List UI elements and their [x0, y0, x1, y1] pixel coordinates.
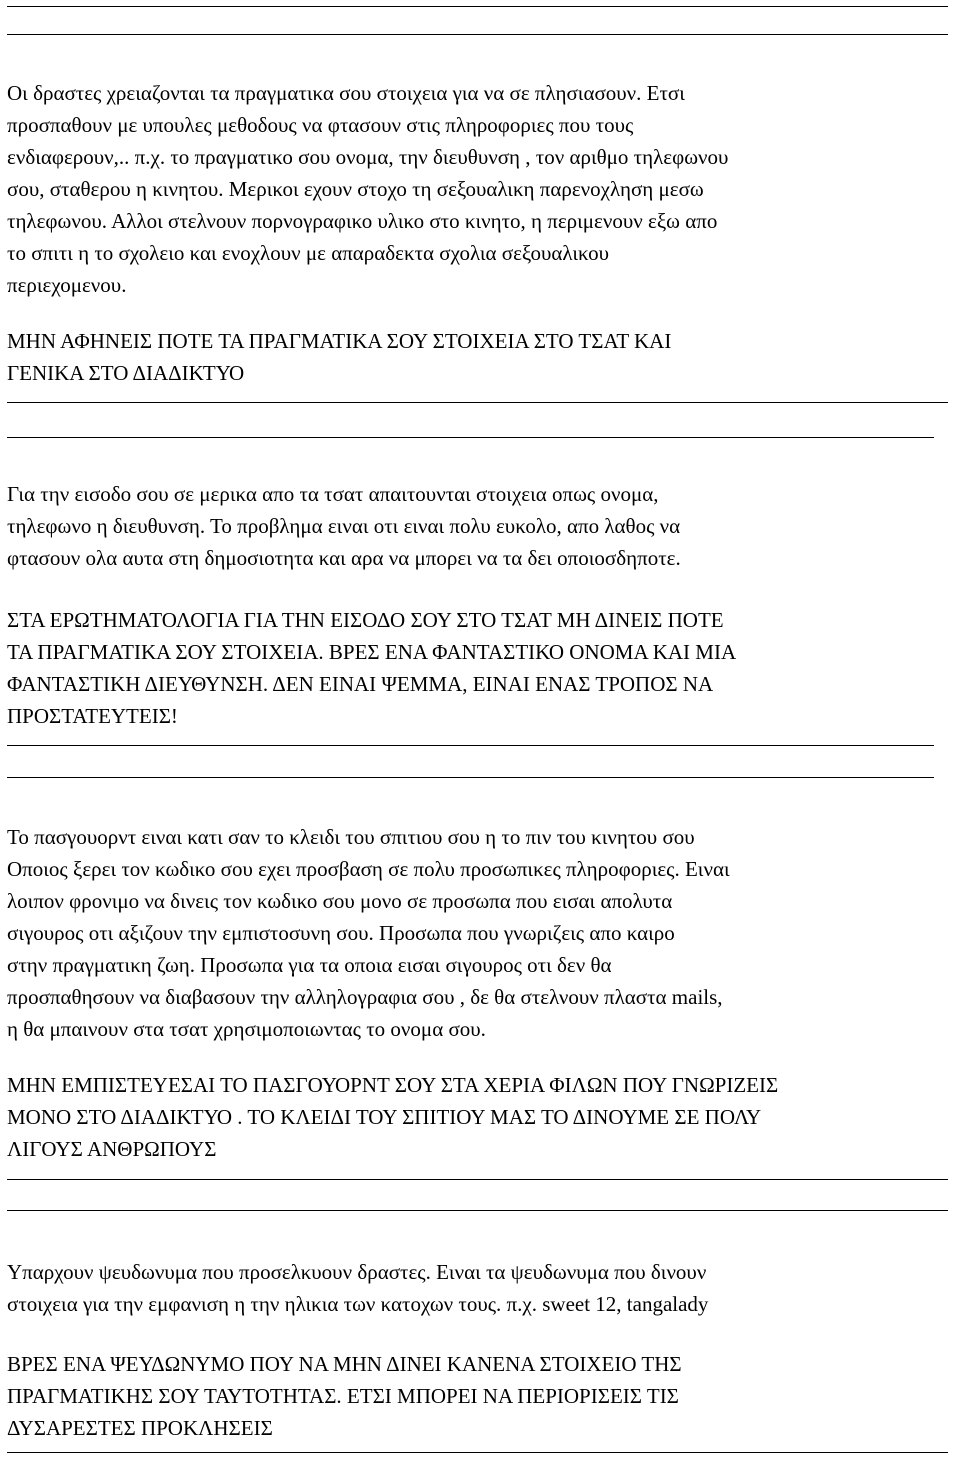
separator-line	[7, 34, 948, 35]
warning-questionnaires: ΣΤΑ ΕΡΩΤΗΜΑΤΟΛΟΓΙΑ ΓΙΑ ΤΗΝ ΕΙΣΟΔΟ ΣΟΥ ΣΤΟ ΤΣΑΤ ΜΗ ΔΙΝΕΙΣ ΠΟΤΕ ΤΑ ΠΡΑΓΜΑΤΙΚΑ ΣΟΥ ΣΤΟΙΧΕΙΑ. ΒΡΕΣ ΕΝΑ ΦΑΝΤΑΣΤΙΚΟ ΟΝΟΜΑ ΚΑΙ ΜΙΑ ΦΑΝΤΑΣΤΙΚΗ ΔΙΕΥΘΥΝΣΗ. ΔΕΝ ΕΙΝΑΙ ΨΕΜΜΑ, ΕΙΝΑΙ ΕΝΑΣ ΤΡΟΠΟΣ ΝΑ ΠΡΟΣΤΑΤΕΥΤΕΙΣ!	[7, 608, 737, 728]
warning-nickname: ΒΡΕΣ ΕΝΑ ΨΕΥΔΩΝΥΜΟ ΠΟΥ ΝΑ ΜΗΝ ΔΙΝΕΙ ΚΑΝΕΝΑ ΣΤΟΙΧΕΙΟ ΤΗΣ ΠΡΑΓΜΑΤΙΚΗΣ ΣΟΥ ΤΑΥΤΟΤΗΤΑΣ. ΕΤΣΙ ΜΠΟΡΕΙ ΝΑ ΠΕΡΙΟΡΙΣΕΙΣ ΤΙΣ ΔΥΣΑΡΕΣΤΕΣ ΠΡΟΚΛΗΣΕΙΣ	[7, 1352, 682, 1440]
separator-line	[7, 745, 934, 746]
separator-line	[7, 437, 934, 438]
separator-line	[7, 6, 948, 7]
paragraph-password: Το πασγουορντ ειναι κατι σαν το κλειδι του σπιτιου σου η το πιν του κινητου σου Οποιος ξερει τον κωδικο σου εχει προσβαση σε πολυ προσωπικες πληροφοριες. Ειναι λοιπον φρονιμο να δινεις τον κωδικο σου μονο σε προσωπα που εισαι απολυτα σιγουρος οτι αξιζουν την εμπιστοσυνη σου. Προσωπα που γνωριζεις απο καιρο στην πραγματικη ζωη. Προσωπα για τα οποια εισαι σιγουρος οτι δεν θα προσπαθησουν να διαβασουν την αλληλογραφια σου , δε θα στελνουν πλαστα mails, η θα μπαινουν στα τσατ χρησιμοποιωντας το ονομα σου.	[7, 825, 730, 1041]
separator-line	[7, 1210, 948, 1211]
separator-line	[7, 1179, 948, 1180]
paragraph-predators: Οι δραστες χρειαζονται τα πραγματικα σου στοιχεια για να σε πλησιασουν. Ετσι προσπαθουν με υπουλες μεθοδους να φτασουν στις πληροφοριες που τους ενδιαφερουν,.. π.χ. το πραγματικο σου ονομα, την διευθυνση , τον αριθμο τηλεφωνου σου, σταθερου η κινητου. Μερικοι εχουν στοχο τη σεξουαλικη παρενοχληση μεσω τηλεφωνου. Αλλοι στελνουν πορνογραφικο υλικο στο κινητο, η περιμενουν εξω απο το σπιτι η το σχολειο και ενοχλουν με απαραδεκτα σχολια σεξουαλικου περιεχομενου.	[7, 81, 729, 297]
warning-real-details: ΜΗΝ ΑΦΗΝΕΙΣ ΠΟΤΕ ΤΑ ΠΡΑΓΜΑΤΙΚΑ ΣΟΥ ΣΤΟΙΧΕΙΑ ΣΤΟ ΤΣΑΤ ΚΑΙ ΓΕΝΙΚΑ ΣΤΟ ΔΙΑΔΙΚΤΥΟ	[7, 329, 672, 385]
paragraph-chat-registration: Για την εισοδο σου σε μερικα απο τα τσατ απαιτουνται στοιχεια οπως ονομα, τηλεφωνο η διευθυνση. Το προβλημα ειναι οτι ειναι πολυ ευκολο, απο λαθος να φτασουν ολα αυτα στη δημοσιοτητα και αρα να μπορει να τα δει οποιοσδηποτε.	[7, 482, 681, 570]
paragraph-nicknames: Υπαρχουν ψευδωνυμα που προσελκυουν δραστες. Ειναι τα ψευδωνυμα που δινουν στοιχεια για την εμφανιση η την ηλικια των κατοχων τους. π.χ. sweet 12, tangalady	[7, 1260, 709, 1316]
warning-password: ΜΗΝ ΕΜΠΙΣΤΕΥΕΣΑΙ ΤΟ ΠΑΣΓΟΥΟΡΝΤ ΣΟΥ ΣΤΑ ΧΕΡΙΑ ΦΙΛΩΝ ΠΟΥ ΓΝΩΡΙΖΕΙΣ ΜΟΝΟ ΣΤΟ ΔΙΑΔΙΚΤΥΟ . ΤΟ ΚΛΕΙΔΙ ΤΟΥ ΣΠΙΤΙΟΥ ΜΑΣ ΤΟ ΔΙΝΟΥΜΕ ΣΕ ΠΟΛΥ ΛΙΓΟΥΣ ΑΝΘΡΩΠΟΥΣ	[7, 1073, 779, 1161]
separator-line	[7, 1452, 948, 1453]
separator-line	[7, 402, 948, 403]
separator-line	[7, 777, 934, 778]
